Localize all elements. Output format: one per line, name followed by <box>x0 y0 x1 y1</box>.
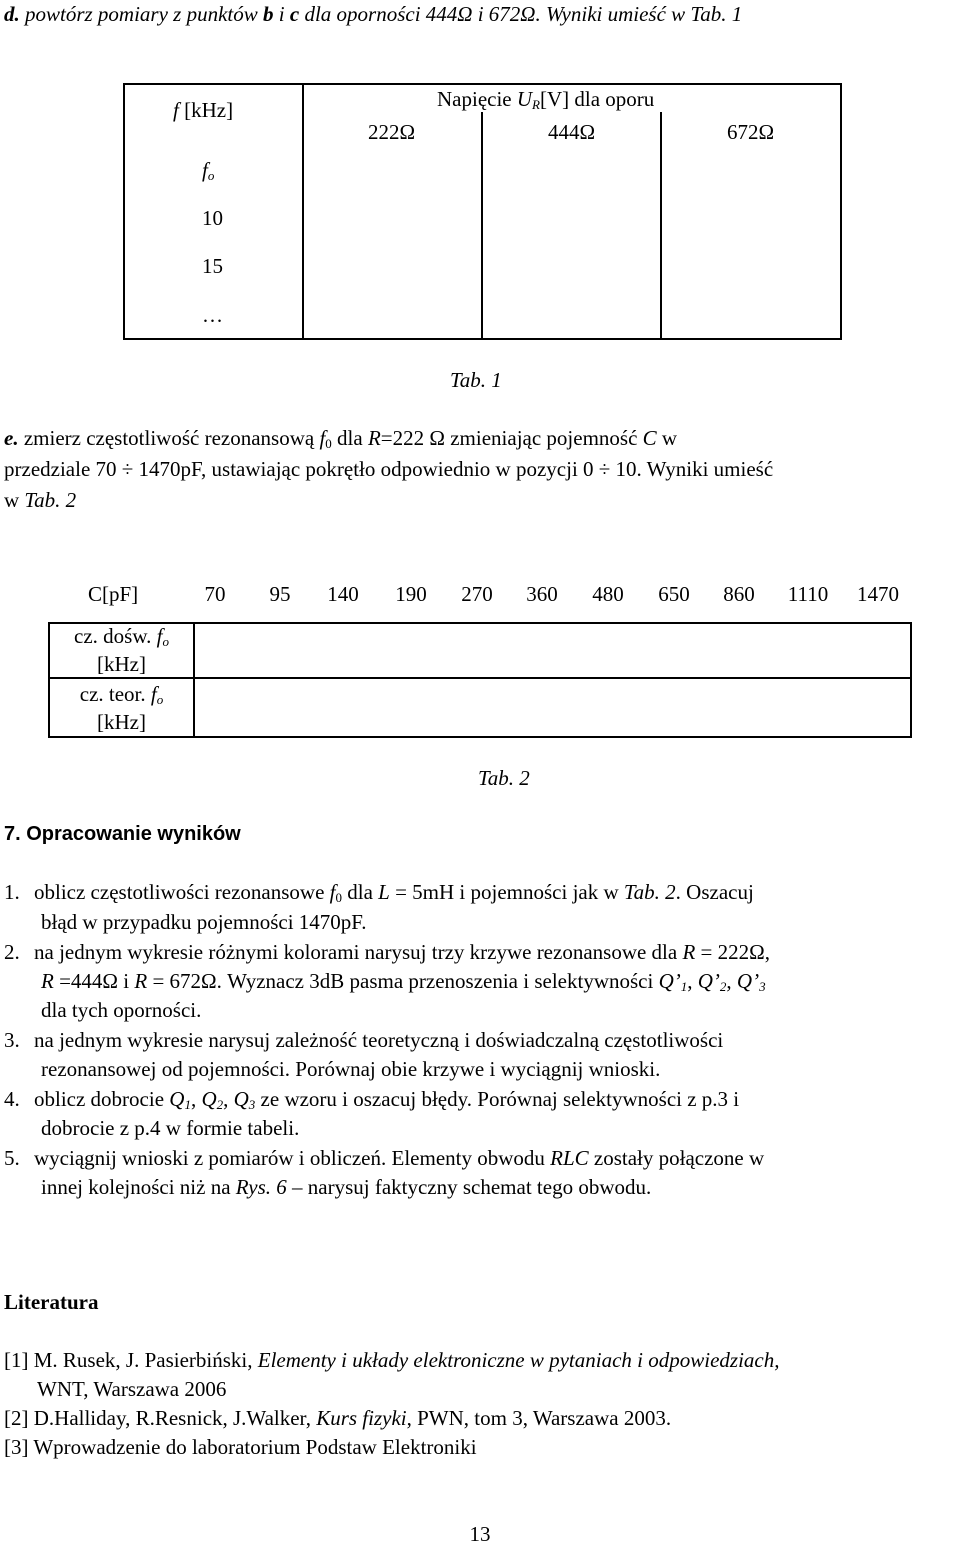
table-border <box>48 677 912 679</box>
item-4-line-1: 4. oblicz dobrocie $Q_1$, $Q_2$, $Q_3$ ze wzoru i oszacuj błędy. Porównaj selektywności z p.3 i <box>4 1087 740 1112</box>
step-e-line-2: przedziale 70 ÷ 1470pF, ustawiając pokrętło odpowiednio w pozycji 0 ÷ 10. Wyniki umieść <box>4 457 774 481</box>
tab2-cap-190: 190 <box>395 582 427 606</box>
item-1-line-2: błąd w przypadku pojemności 1470pF. <box>41 910 367 934</box>
tab2-cap-480: 480 <box>592 582 624 606</box>
tab2-cap-270: 270 <box>461 582 493 606</box>
table-border <box>48 736 912 738</box>
tab2-cap-1470: 1470 <box>857 582 899 606</box>
item-2-line-1: 2. na jednym wykresie różnymi kolorami narysuj trzy krzywe rezonansowe dla R = 222Ω, <box>4 940 770 964</box>
tab2-cap-140: 140 <box>327 582 359 606</box>
page-number: 13 <box>469 1522 491 1546</box>
table-border <box>48 622 912 624</box>
tab2-cap-1110: 1110 <box>787 582 829 606</box>
tab2-cap-860: 860 <box>723 582 755 606</box>
table-border <box>910 622 912 738</box>
tab1-col-222: 222Ω <box>367 120 416 144</box>
tab1-col-672: 672Ω <box>726 120 775 144</box>
tab1-voltage-header: Napięcie $U_R[V]$ dla oporu <box>437 87 655 112</box>
tab1-row-ellipsis: … <box>202 303 223 327</box>
table-border <box>193 622 195 738</box>
step-e-line-3: w Tab. 2 <box>4 488 77 512</box>
tab1-row-15: 15 <box>202 254 223 278</box>
tab2-cap-360: 360 <box>526 582 558 606</box>
item-5-line-1: 5. wyciągnij wnioski z pomiarów i obliczeń. Elementy obwodu RLC zostały połączone w <box>4 1146 765 1170</box>
item-3-line-2: rezonansowej od pojemności. Porównaj obie krzywe i wyciągnij wnioski. <box>41 1057 661 1081</box>
tab2-cap-95: 95 <box>269 582 291 606</box>
tab2-caption: Tab. 2 <box>478 766 530 790</box>
item-2-line-3: dla tych oporności. <box>41 998 202 1022</box>
table-border <box>840 83 842 340</box>
section-7-title: 7. Opracowanie wyników <box>4 823 241 845</box>
reference-3: [3] Wprowadzenie do laboratorium Podstaw Elektroniki <box>4 1435 477 1459</box>
table-border <box>660 112 662 340</box>
item-3-line-1: 3. na jednym wykresie narysuj zależność teoretyczną i doświadczalną częstotliwości <box>4 1028 724 1052</box>
tab1-f-header: f [kHz] <box>173 98 234 122</box>
tab2-cap-650: 650 <box>658 582 690 606</box>
table-border <box>123 83 125 340</box>
reference-1-line-2: WNT, Warszawa 2006 <box>37 1377 227 1401</box>
tab2-row-theoretical-unit: [kHz] <box>97 710 146 734</box>
table-border <box>481 112 483 340</box>
item-2-line-2: R =444Ω i R = 672Ω. Wyznacz 3dB pasma przenoszenia i selektywności $Q’_1$, $Q’_2$, $Q’_3$ <box>41 969 766 994</box>
tab2-row-experimental: cz. dośw. $f_o$ <box>74 624 169 649</box>
tab1-fo-row: $f_o$ <box>202 158 215 183</box>
tab2-cap-70: 70 <box>204 582 226 606</box>
table-border <box>123 83 842 85</box>
tab2-row-theoretical: cz. teor. $f_o$ <box>79 682 164 707</box>
tab2-row-experimental-unit: [kHz] <box>97 652 146 676</box>
tab2-header-label: C[pF] <box>88 582 139 606</box>
reference-2: [2] D.Halliday, R.Resnick, J.Walker, Kurs fizyki, PWN, tom 3, Warszawa 2003. <box>4 1406 672 1430</box>
item-4-line-2: dobrocie z p.4 w formie tabeli. <box>41 1116 300 1140</box>
item-1-line-1: 1. oblicz częstotliwości rezonansowe $f_0$ dla L = 5mH i pojemności jak w Tab. 2. Oszacuj <box>4 880 754 905</box>
step-e-line-1: e. zmierz częstotliwość rezonansową $f_0$ dla R=222 Ω zmieniając pojemność C w <box>4 426 678 451</box>
reference-1: [1] M. Rusek, J. Pasierbiński, Elementy i układy elektroniczne w pytaniach i odpowiedziach, <box>4 1348 780 1372</box>
step-d-line: d. powtórz pomiary z punktów b i c dla oporności 444Ω i 672Ω. Wyniki umieść w Tab. 1 <box>4 2 743 26</box>
tab1-col-444: 444Ω <box>547 120 596 144</box>
tab1-row-10: 10 <box>202 206 223 230</box>
step-label: d. <box>4 2 20 26</box>
item-5-line-2: innej kolejności niż na Rys. 6 – narysuj faktyczny schemat tego obwodu. <box>41 1175 652 1199</box>
tab1-caption: Tab. 1 <box>450 368 502 392</box>
literatura-title: Literatura <box>4 1290 99 1314</box>
